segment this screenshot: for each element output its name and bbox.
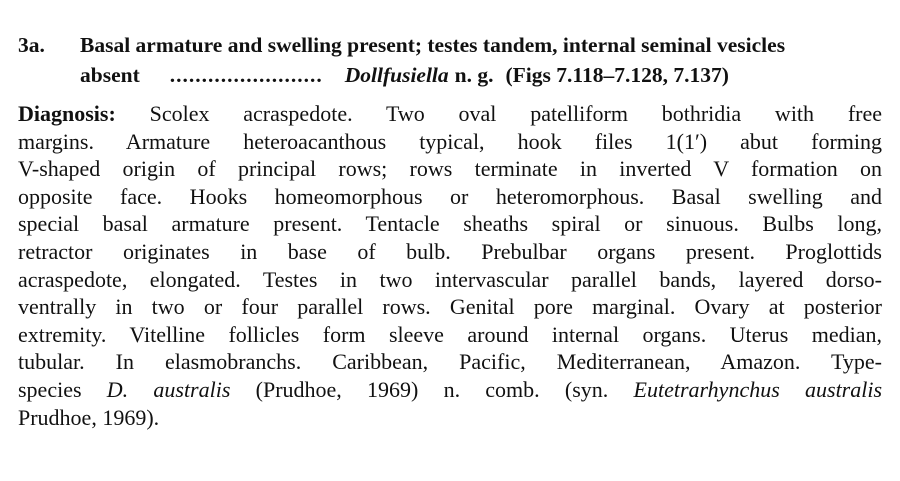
diagnosis-text: Scolex acraspedote. Two oval patelliform bothridia with free — [149, 101, 883, 126]
figure-reference: (Figs 7.118–7.128, 7.137) — [505, 63, 729, 87]
genus-name: Dollfusiella — [344, 63, 449, 87]
key-line-2 — [18, 60, 888, 90]
diagnosis-line-last: Prudhoe, 1969). — [18, 404, 160, 430]
leader-dots: ........................ — [169, 63, 323, 87]
key-number: 3a. — [18, 33, 45, 57]
diagnosis-label: Diagnosis: — [18, 101, 116, 126]
diagnosis-paragraph — [18, 100, 882, 431]
new-genus-marker: n. g. — [454, 63, 494, 87]
diagnosis-line: extremity. Vitelline follicles form sleeve around internal organs. Uterus median, — [18, 321, 882, 347]
species-authority: (Prudhoe, 1969) n. comb. (syn. — [255, 376, 609, 402]
diagnosis-line: acraspedote, elongated. Testes in two intervascular parallel bands, layered dorso- — [18, 266, 882, 292]
diagnosis-line: tubular. In elasmobranchs. Caribbean, Pacific, Mediterranean, Amazon. Type- — [18, 349, 882, 375]
synonym-name: Eutetrarhynchus australis — [633, 376, 883, 402]
key-entry — [18, 30, 888, 90]
diagnosis-line — [18, 100, 882, 128]
diagnosis-line: ventrally in two or four parallel rows. Genital pore marginal. Ovary at posterior — [18, 294, 882, 320]
diagnosis-line: retractor originates in base of bulb. Prebulbar organs present. Proglottids — [18, 238, 882, 264]
key-line-1 — [18, 30, 888, 60]
key-couplet-text: Basal armature and swelling present; testes tandem, internal seminal vesicles — [80, 33, 786, 57]
key-couplet-text-end: absent — [80, 63, 140, 87]
diagnosis-line: margins. Armature heteroacanthous typical, hook files 1(1′) abut forming — [18, 128, 882, 154]
type-species-name: D. australis — [106, 376, 231, 402]
diagnosis-line: special basal armature present. Tentacle sheaths spiral or sinuous. Bulbs long, — [18, 211, 882, 237]
species-prefix: species — [18, 376, 82, 402]
diagnosis-line: opposite face. Hooks homeomorphous or heteromorphous. Basal swelling and — [18, 183, 882, 209]
diagnosis-line — [18, 376, 882, 404]
diagnosis-line: V-shaped origin of principal rows; rows terminate in inverted V formation on — [18, 156, 882, 182]
